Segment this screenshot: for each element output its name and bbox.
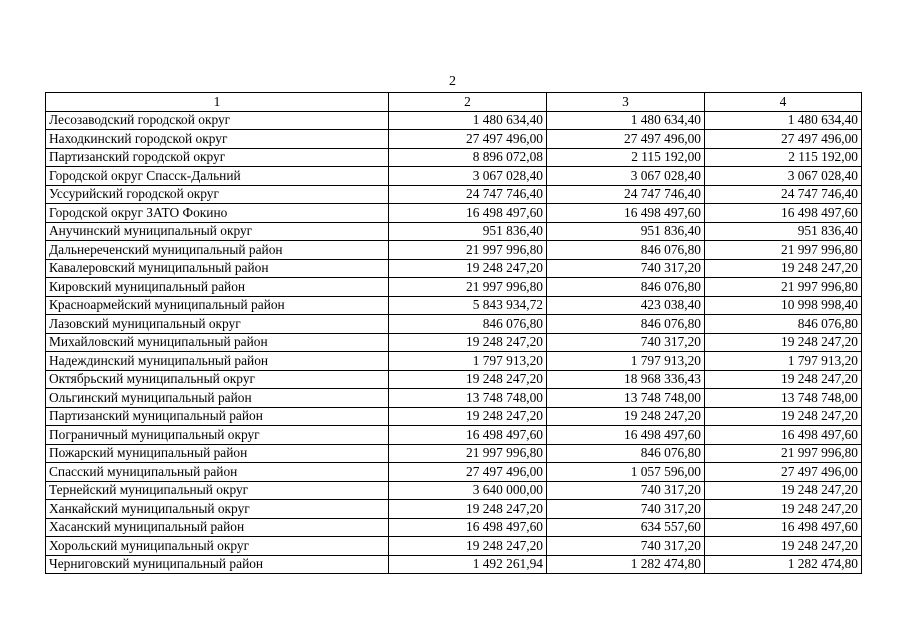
value-col3-cell: 951 836,40 xyxy=(547,222,705,241)
municipality-name-cell: Черниговский муниципальный район xyxy=(46,555,389,574)
value-col2-cell: 1 797 913,20 xyxy=(389,352,547,371)
municipality-name-cell: Городской округ ЗАТО Фокино xyxy=(46,204,389,223)
value-col2-cell: 951 836,40 xyxy=(389,222,547,241)
table-row xyxy=(46,426,862,445)
table-row xyxy=(46,407,862,426)
table-row xyxy=(46,167,862,186)
value-col3-cell: 3 067 028,40 xyxy=(547,167,705,186)
municipality-name-cell: Дальнереченский муниципальный район xyxy=(46,241,389,260)
table-header-row xyxy=(46,93,862,112)
value-col3-cell: 846 076,80 xyxy=(547,278,705,297)
value-col4-cell: 19 248 247,20 xyxy=(705,407,862,426)
table-row xyxy=(46,315,862,334)
value-col3-cell: 740 317,20 xyxy=(547,481,705,500)
value-col3-cell: 27 497 496,00 xyxy=(547,130,705,149)
value-col4-cell: 19 248 247,20 xyxy=(705,537,862,556)
value-col4-cell: 16 498 497,60 xyxy=(705,426,862,445)
value-col2-cell: 19 248 247,20 xyxy=(389,537,547,556)
municipality-name-cell: Спасский муниципальный район xyxy=(46,463,389,482)
value-col3-cell: 1 282 474,80 xyxy=(547,555,705,574)
value-col4-cell: 27 497 496,00 xyxy=(705,463,862,482)
table-row xyxy=(46,444,862,463)
value-col2-cell: 16 498 497,60 xyxy=(389,204,547,223)
municipality-name-cell: Партизанский муниципальный район xyxy=(46,407,389,426)
value-col3-cell: 16 498 497,60 xyxy=(547,426,705,445)
municipality-name-cell: Красноармейский муниципальный район xyxy=(46,296,389,315)
value-col2-cell: 24 747 746,40 xyxy=(389,185,547,204)
value-col3-cell: 634 557,60 xyxy=(547,518,705,537)
value-col3-cell: 1 480 634,40 xyxy=(547,111,705,130)
value-col4-cell: 19 248 247,20 xyxy=(705,500,862,519)
value-col2-cell: 19 248 247,20 xyxy=(389,407,547,426)
value-col3-cell: 13 748 748,00 xyxy=(547,389,705,408)
value-col4-cell: 21 997 996,80 xyxy=(705,444,862,463)
table-row xyxy=(46,259,862,278)
table-row xyxy=(46,222,862,241)
table-row xyxy=(46,481,862,500)
value-col4-cell: 3 067 028,40 xyxy=(705,167,862,186)
value-col3-cell: 846 076,80 xyxy=(547,241,705,260)
value-col4-cell: 21 997 996,80 xyxy=(705,241,862,260)
table-row xyxy=(46,555,862,574)
municipality-name-cell: Анучинский муниципальный округ xyxy=(46,222,389,241)
municipality-name-cell: Находкинский городской округ xyxy=(46,130,389,149)
municipality-name-cell: Ханкайский муниципальный округ xyxy=(46,500,389,519)
column-header-1: 1 xyxy=(46,93,389,112)
table-row xyxy=(46,148,862,167)
value-col3-cell: 16 498 497,60 xyxy=(547,204,705,223)
page-number: 2 xyxy=(449,74,456,89)
value-col4-cell: 19 248 247,20 xyxy=(705,370,862,389)
municipality-name-cell: Хорольский муниципальный округ xyxy=(46,537,389,556)
value-col2-cell: 8 896 072,08 xyxy=(389,148,547,167)
value-col3-cell: 2 115 192,00 xyxy=(547,148,705,167)
table-row xyxy=(46,241,862,260)
municipality-name-cell: Ольгинский муниципальный район xyxy=(46,389,389,408)
value-col3-cell: 423 038,40 xyxy=(547,296,705,315)
value-col2-cell: 19 248 247,20 xyxy=(389,370,547,389)
value-col4-cell: 10 998 998,40 xyxy=(705,296,862,315)
municipality-name-cell: Тернейский муниципальный округ xyxy=(46,481,389,500)
value-col4-cell: 16 498 497,60 xyxy=(705,204,862,223)
value-col2-cell: 3 067 028,40 xyxy=(389,167,547,186)
municipality-name-cell: Лесозаводский городской округ xyxy=(46,111,389,130)
municipality-name-cell: Пограничный муниципальный округ xyxy=(46,426,389,445)
value-col2-cell: 21 997 996,80 xyxy=(389,444,547,463)
value-col2-cell: 27 497 496,00 xyxy=(389,463,547,482)
value-col4-cell: 19 248 247,20 xyxy=(705,259,862,278)
value-col3-cell: 740 317,20 xyxy=(547,500,705,519)
value-col4-cell: 1 282 474,80 xyxy=(705,555,862,574)
value-col4-cell: 27 497 496,00 xyxy=(705,130,862,149)
value-col3-cell: 740 317,20 xyxy=(547,259,705,278)
value-col2-cell: 19 248 247,20 xyxy=(389,259,547,278)
table-row xyxy=(46,518,862,537)
value-col3-cell: 24 747 746,40 xyxy=(547,185,705,204)
value-col3-cell: 1 797 913,20 xyxy=(547,352,705,371)
data-table xyxy=(45,92,862,574)
municipality-name-cell: Октябрьский муниципальный округ xyxy=(46,370,389,389)
value-col2-cell: 27 497 496,00 xyxy=(389,130,547,149)
municipality-name-cell: Партизанский городской округ xyxy=(46,148,389,167)
value-col2-cell: 846 076,80 xyxy=(389,315,547,334)
table-body xyxy=(46,93,862,574)
table-row xyxy=(46,296,862,315)
value-col3-cell: 740 317,20 xyxy=(547,333,705,352)
table-row xyxy=(46,185,862,204)
municipality-name-cell: Лазовский муниципальный округ xyxy=(46,315,389,334)
value-col4-cell: 846 076,80 xyxy=(705,315,862,334)
value-col3-cell: 18 968 336,43 xyxy=(547,370,705,389)
table-row xyxy=(46,537,862,556)
value-col4-cell: 24 747 746,40 xyxy=(705,185,862,204)
value-col3-cell: 19 248 247,20 xyxy=(547,407,705,426)
value-col4-cell: 19 248 247,20 xyxy=(705,481,862,500)
value-col2-cell: 1 480 634,40 xyxy=(389,111,547,130)
table-row xyxy=(46,500,862,519)
table-row xyxy=(46,352,862,371)
municipality-name-cell: Кировский муниципальный район xyxy=(46,278,389,297)
column-header-3: 3 xyxy=(547,93,705,112)
municipality-name-cell: Надеждинский муниципальный район xyxy=(46,352,389,371)
value-col3-cell: 846 076,80 xyxy=(547,315,705,334)
table-row xyxy=(46,370,862,389)
value-col2-cell: 5 843 934,72 xyxy=(389,296,547,315)
municipality-name-cell: Пожарский муниципальный район xyxy=(46,444,389,463)
value-col4-cell: 13 748 748,00 xyxy=(705,389,862,408)
value-col4-cell: 1 480 634,40 xyxy=(705,111,862,130)
value-col2-cell: 16 498 497,60 xyxy=(389,426,547,445)
table-row xyxy=(46,333,862,352)
value-col4-cell: 21 997 996,80 xyxy=(705,278,862,297)
column-header-4: 4 xyxy=(705,93,862,112)
value-col3-cell: 846 076,80 xyxy=(547,444,705,463)
value-col2-cell: 1 492 261,94 xyxy=(389,555,547,574)
value-col3-cell: 1 057 596,00 xyxy=(547,463,705,482)
table-row xyxy=(46,389,862,408)
value-col4-cell: 19 248 247,20 xyxy=(705,333,862,352)
table-row xyxy=(46,463,862,482)
municipality-name-cell: Уссурийский городской округ xyxy=(46,185,389,204)
table-row xyxy=(46,130,862,149)
municipality-name-cell: Городской округ Спасск-Дальний xyxy=(46,167,389,186)
value-col2-cell: 3 640 000,00 xyxy=(389,481,547,500)
value-col4-cell: 951 836,40 xyxy=(705,222,862,241)
value-col4-cell: 2 115 192,00 xyxy=(705,148,862,167)
value-col2-cell: 13 748 748,00 xyxy=(389,389,547,408)
value-col2-cell: 19 248 247,20 xyxy=(389,333,547,352)
value-col2-cell: 21 997 996,80 xyxy=(389,278,547,297)
table-row xyxy=(46,278,862,297)
municipality-name-cell: Кавалеровский муниципальный район xyxy=(46,259,389,278)
column-header-2: 2 xyxy=(389,93,547,112)
table-row xyxy=(46,111,862,130)
municipality-name-cell: Хасанский муниципальный район xyxy=(46,518,389,537)
value-col2-cell: 21 997 996,80 xyxy=(389,241,547,260)
value-col4-cell: 1 797 913,20 xyxy=(705,352,862,371)
municipality-name-cell: Михайловский муниципальный район xyxy=(46,333,389,352)
value-col2-cell: 19 248 247,20 xyxy=(389,500,547,519)
value-col2-cell: 16 498 497,60 xyxy=(389,518,547,537)
table-row xyxy=(46,204,862,223)
value-col4-cell: 16 498 497,60 xyxy=(705,518,862,537)
value-col3-cell: 740 317,20 xyxy=(547,537,705,556)
